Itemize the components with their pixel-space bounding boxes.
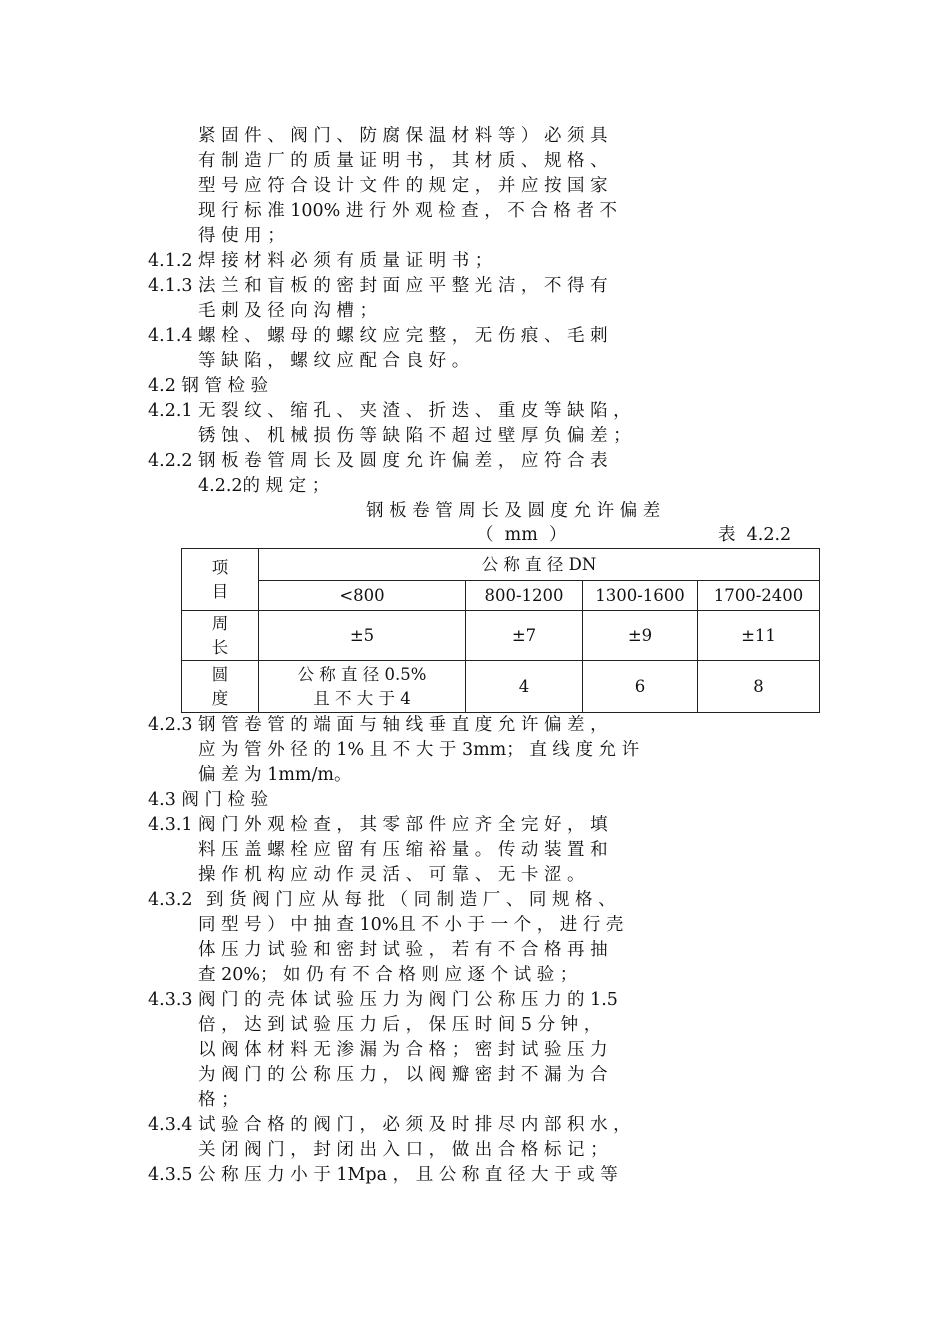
clause-number: 4.3.5 — [148, 1165, 193, 1185]
clause-number: 4.1.2 — [148, 251, 193, 271]
text-line: 锈 蚀 、 机 械 损 伤 等 缺 陷 不 超 过 壁 厚 负 偏 差 ； — [198, 426, 631, 446]
text-line: 现 行 标 准 100% 进 行 外 观 检 查 ， 不 合 格 者 不 — [198, 201, 618, 221]
text-line: 阀 门 的 壳 体 试 验 压 力 为 阀 门 公 称 压 力 的 1.5 — [198, 990, 618, 1010]
text-line: 法 兰 和 盲 板 的 密 封 面 应 平 整 光 洁 ， 不 得 有 — [198, 276, 608, 296]
text-line: 钢 管 卷 管 的 端 面 与 轴 线 垂 直 度 允 许 偏 差 ， — [198, 715, 608, 735]
table-unit: （ mm ） — [476, 525, 567, 545]
clause-number: 4.3.1 — [148, 815, 193, 835]
text-line: 紧 固 件 、 阀 门 、 防 腐 保 温 材 料 等 ） 必 须 具 — [198, 126, 608, 146]
clause-number: 4.2.1 — [148, 401, 193, 421]
table-cell: 8 — [698, 661, 820, 713]
text-line: 试 验 合 格 的 阀 门 ， 必 须 及 时 排 尽 内 部 积 水 ， — [198, 1115, 631, 1135]
text-line: 到 货 阀 门 应 从 每 批 （ 同 制 造 厂 、 同 规 格 、 — [206, 890, 616, 910]
table-cell: 6 — [583, 661, 698, 713]
text-line: 有 制 造 厂 的 质 量 证 明 书 ， 其 材 质 、 规 格 、 — [198, 151, 608, 171]
table-number: 表 4.2.2 — [718, 525, 792, 545]
text-line: 以 阀 体 材 料 无 渗 漏 为 合 格 ； 密 封 试 验 压 力 — [198, 1040, 608, 1060]
text-line: 为 阀 门 的 公 称 压 力 ， 以 阀 瓣 密 封 不 漏 为 合 — [198, 1065, 608, 1085]
tolerance-table — [181, 548, 820, 713]
table-cell: 4 — [466, 661, 583, 713]
text-line: 型 号 应 符 合 设 计 文 件 的 规 定 ， 并 应 按 国 家 — [198, 176, 608, 196]
header-cell: 800-1200 — [466, 581, 583, 611]
text-line: 料 压 盖 螺 栓 应 留 有 压 缩 裕 量 。 传 动 装 置 和 — [198, 840, 608, 860]
text-line: 公 称 压 力 小 于 1Mpa ， 且 公 称 直 径 大 于 或 等 — [198, 1165, 618, 1185]
table-cell: 公 称 直 径 0.5% 且 不 大 于 4 — [259, 661, 466, 713]
header-cell: 1700-2400 — [698, 581, 820, 611]
clause-number: 4.3.4 — [148, 1115, 193, 1135]
table-cell: ±7 — [466, 611, 583, 661]
text-line: 体 压 力 试 验 和 密 封 试 验 ， 若 有 不 合 格 再 抽 — [198, 940, 608, 960]
header-item: 项 目 — [182, 549, 259, 611]
row-label: 周 长 — [182, 611, 259, 661]
text-line: 倍 ， 达 到 试 验 压 力 后 ， 保 压 时 间 5 分 钟 ， — [198, 1015, 602, 1035]
table-cell: ±5 — [259, 611, 466, 661]
text-line: 格 ； — [198, 1090, 239, 1110]
clause-number: 4.3.2 — [148, 890, 193, 910]
clause-number: 4.1.4 — [148, 326, 193, 346]
text-line: 偏 差 为 1mm/m。 — [198, 765, 352, 785]
header-cell: 1300-1600 — [583, 581, 698, 611]
text-line: 操 作 机 构 应 动 作 灵 活 、 可 靠 、 无 卡 涩 。 — [198, 865, 585, 885]
table-cell: ±11 — [698, 611, 820, 661]
text-line: 得 使 用 ； — [198, 226, 285, 246]
header-dn: 公 称 直 径 DN — [259, 549, 820, 581]
text-line: 钢 板 卷 管 周 长 及 圆 度 允 许 偏 差 ， 应 符 合 表 — [198, 451, 608, 471]
clause-number: 4.2.2 — [148, 451, 193, 471]
section-heading: 4.3 阀 门 检 验 — [148, 790, 269, 810]
table-title: 钢 板 卷 管 周 长 及 圆 度 允 许 偏 差 — [366, 501, 661, 521]
text-line: 查 20%； 如 仍 有 不 合 格 则 应 逐 个 试 验 ； — [198, 965, 578, 985]
text-line: 同 型 号 ） 中 抽 查 10%且 不 小 于 一 个 ， 进 行 壳 — [198, 915, 624, 935]
clause-number: 4.1.3 — [148, 276, 193, 296]
clause-number: 4.3.3 — [148, 990, 193, 1010]
text-line: 等 缺 陷 ， 螺 纹 应 配 合 良 好 。 — [198, 351, 470, 371]
text-line: 无 裂 纹 、 缩 孔 、 夹 渣 、 折 迭 、 重 皮 等 缺 陷 ， — [198, 401, 631, 421]
clause-number: 4.2.3 — [148, 715, 193, 735]
row-label: 圆 度 — [182, 661, 259, 713]
text-line: 毛 刺 及 径 向 沟 槽 ； — [198, 301, 377, 321]
text-line: 关 闭 阀 门 ， 封 闭 出 入 口 ， 做 出 合 格 标 记 ； — [198, 1140, 608, 1160]
text-line: 焊 接 材 料 必 须 有 质 量 证 明 书 ； — [198, 251, 493, 271]
text-line: 4.2.2的 规 定 ； — [198, 476, 330, 496]
table-cell: ±9 — [583, 611, 698, 661]
text-line: 螺 栓 、 螺 母 的 螺 纹 应 完 整 ， 无 伤 痕 、 毛 刺 — [198, 326, 608, 346]
header-cell: <800 — [259, 581, 466, 611]
text-line: 阀 门 外 观 检 查 ， 其 零 部 件 应 齐 全 完 好 ， 填 — [198, 815, 608, 835]
section-heading: 4.2 钢 管 检 验 — [148, 376, 269, 396]
text-line: 应 为 管 外 径 的 1% 且 不 大 于 3mm； 直 线 度 允 许 — [198, 740, 640, 760]
